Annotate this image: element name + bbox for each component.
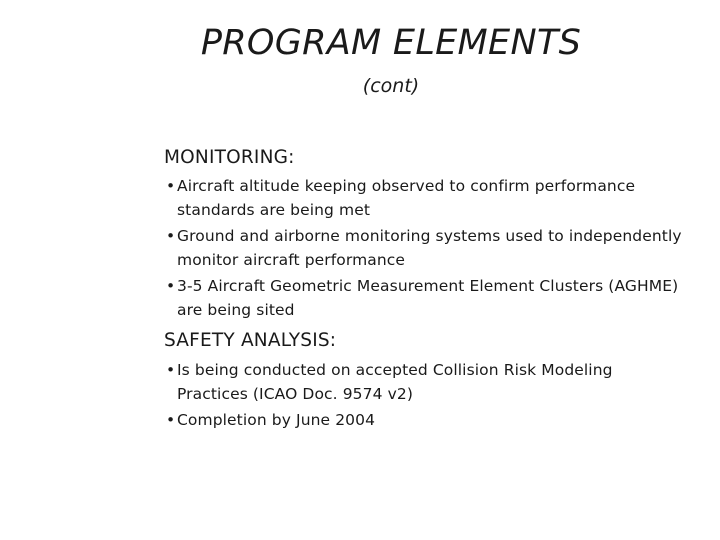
bullet-item: [164, 175, 684, 222]
bullet-item: [164, 225, 684, 272]
section-heading: SAFETY ANALYSIS:: [164, 330, 337, 351]
bullet-icon: •: [166, 361, 176, 379]
slide-content: [164, 144, 684, 433]
bullet-item: [164, 359, 684, 406]
bullet-icon: •: [166, 411, 176, 429]
slide-subtitle: (cont): [362, 75, 420, 97]
bullet-list: [164, 175, 684, 322]
bullet-list: [164, 359, 684, 433]
bullet-text: Ground and airborne monitoring systems used to independently monitor aircraft performance: [177, 227, 682, 269]
bullet-text: Completion by June 2004: [177, 411, 376, 429]
section-monitoring: [164, 144, 684, 322]
bullet-text: 3-5 Aircraft Geometric Measurement Element Clusters (AGHME) are being sited: [177, 277, 679, 319]
section-safety-analysis: [164, 327, 684, 433]
bullet-item: [164, 275, 684, 322]
slide-title: PROGRAM ELEMENTS: [200, 23, 582, 63]
bullet-text: Aircraft altitude keeping observed to confirm performance standards are being met: [177, 177, 636, 219]
bullet-item: [164, 409, 684, 433]
bullet-icon: •: [166, 277, 176, 295]
section-heading: MONITORING:: [164, 147, 295, 168]
bullet-icon: •: [166, 177, 176, 195]
bullet-icon: •: [166, 227, 176, 245]
bullet-text: Is being conducted on accepted Collision Risk Modeling Practices (ICAO Doc. 9574 v2): [177, 361, 613, 403]
